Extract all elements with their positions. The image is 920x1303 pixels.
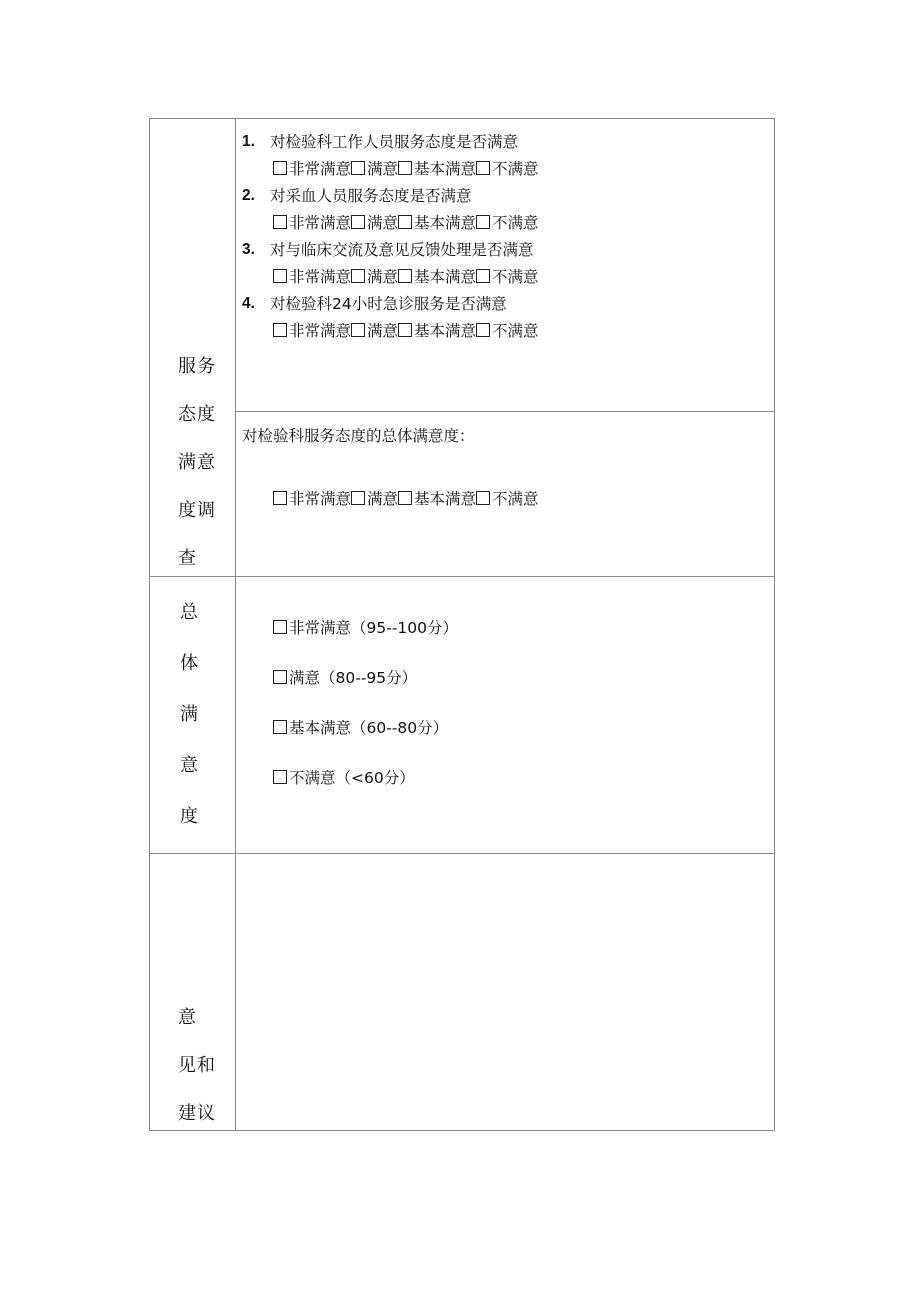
checkbox[interactable]	[273, 215, 287, 229]
option-very-satisfied[interactable]: 非常满意	[273, 214, 351, 232]
question-number: 1.	[242, 133, 255, 150]
question-text: 对与临床交流及意见反馈处理是否满意	[270, 241, 534, 259]
question-item	[242, 237, 539, 291]
checkbox[interactable]	[351, 269, 365, 283]
total-option-basically-satisfied[interactable]: 基本满意（60--80分）	[273, 716, 448, 738]
option-unsatisfied[interactable]: 不满意	[476, 490, 539, 508]
option-group	[242, 155, 539, 183]
label-line: 服务	[178, 356, 216, 377]
option-unsatisfied[interactable]: 不满意	[476, 214, 539, 232]
checkbox[interactable]	[351, 323, 365, 337]
option-unsatisfied[interactable]: 不满意	[476, 268, 539, 286]
checkbox[interactable]	[273, 770, 287, 784]
option-basically-satisfied[interactable]: 基本满意	[398, 490, 476, 508]
checkbox[interactable]	[476, 491, 490, 505]
total-satisfaction-label	[150, 587, 235, 842]
label-line: 见和	[178, 1055, 216, 1076]
service-attitude-label	[150, 343, 235, 583]
label-line: 建议	[178, 1103, 216, 1124]
overall-attitude-title: 对检验科服务态度的总体满意度：	[242, 427, 475, 445]
question-number: 3.	[242, 241, 255, 258]
label-line: 度调	[178, 500, 216, 521]
checkbox[interactable]	[476, 269, 490, 283]
total-option-very-satisfied[interactable]: 非常满意（95--100分）	[273, 616, 458, 638]
checkbox[interactable]	[273, 620, 287, 634]
total-option-satisfied[interactable]: 满意（80--95分）	[273, 666, 417, 688]
option-very-satisfied[interactable]: 非常满意	[273, 490, 351, 508]
question-number: 4.	[242, 295, 255, 312]
option-basically-satisfied[interactable]: 基本满意	[398, 160, 476, 178]
option-basically-satisfied[interactable]: 基本满意	[398, 322, 476, 340]
checkbox[interactable]	[476, 161, 490, 175]
option-very-satisfied[interactable]: 非常满意	[273, 322, 351, 340]
checkbox[interactable]	[351, 161, 365, 175]
option-basically-satisfied[interactable]: 基本满意	[398, 268, 476, 286]
question-text: 对采血人员服务态度是否满意	[270, 187, 472, 205]
label-line: 总	[180, 602, 199, 623]
checkbox[interactable]	[273, 161, 287, 175]
option-satisfied[interactable]: 满意	[351, 160, 398, 178]
option-unsatisfied[interactable]: 不满意	[476, 160, 539, 178]
question-item	[242, 183, 539, 237]
label-line: 态度	[178, 404, 216, 425]
question-list	[242, 129, 539, 345]
overall-option-group	[273, 487, 539, 509]
question-number: 2.	[242, 187, 255, 204]
row-divider-sub	[235, 411, 775, 412]
checkbox[interactable]	[476, 215, 490, 229]
checkbox[interactable]	[273, 670, 287, 684]
checkbox[interactable]	[398, 323, 412, 337]
option-basically-satisfied[interactable]: 基本满意	[398, 214, 476, 232]
checkbox[interactable]	[273, 491, 287, 505]
checkbox[interactable]	[351, 215, 365, 229]
row-divider-1	[150, 576, 775, 577]
option-satisfied[interactable]: 满意	[351, 214, 398, 232]
option-unsatisfied[interactable]: 不满意	[476, 322, 539, 340]
checkbox[interactable]	[273, 323, 287, 337]
checkbox[interactable]	[398, 269, 412, 283]
label-line: 意	[180, 755, 199, 776]
option-satisfied[interactable]: 满意	[351, 490, 398, 508]
checkbox[interactable]	[351, 491, 365, 505]
survey-table	[149, 118, 775, 1131]
suggestions-input-area[interactable]	[236, 854, 775, 1131]
checkbox[interactable]	[398, 491, 412, 505]
option-satisfied[interactable]: 满意	[351, 268, 398, 286]
option-group	[242, 209, 539, 237]
question-text: 对检验科工作人员服务态度是否满意	[270, 133, 519, 151]
label-line: 满	[180, 704, 199, 725]
checkbox[interactable]	[476, 323, 490, 337]
label-line: 度	[180, 806, 199, 827]
label-line: 满意	[178, 452, 216, 473]
option-group	[242, 263, 539, 291]
option-very-satisfied[interactable]: 非常满意	[273, 268, 351, 286]
option-very-satisfied[interactable]: 非常满意	[273, 160, 351, 178]
total-option-unsatisfied[interactable]: 不满意（<60分）	[273, 766, 415, 788]
checkbox[interactable]	[398, 161, 412, 175]
label-line: 体	[180, 653, 199, 674]
checkbox[interactable]	[398, 215, 412, 229]
question-item	[242, 291, 539, 345]
option-group	[242, 317, 539, 345]
question-text: 对检验科24小时急诊服务是否满意	[270, 295, 507, 313]
checkbox[interactable]	[273, 269, 287, 283]
checkbox[interactable]	[273, 720, 287, 734]
question-item	[242, 129, 539, 183]
option-satisfied[interactable]: 满意	[351, 322, 398, 340]
suggestions-label	[150, 994, 235, 1138]
label-line: 意	[178, 1007, 197, 1028]
label-line: 查	[178, 548, 197, 569]
